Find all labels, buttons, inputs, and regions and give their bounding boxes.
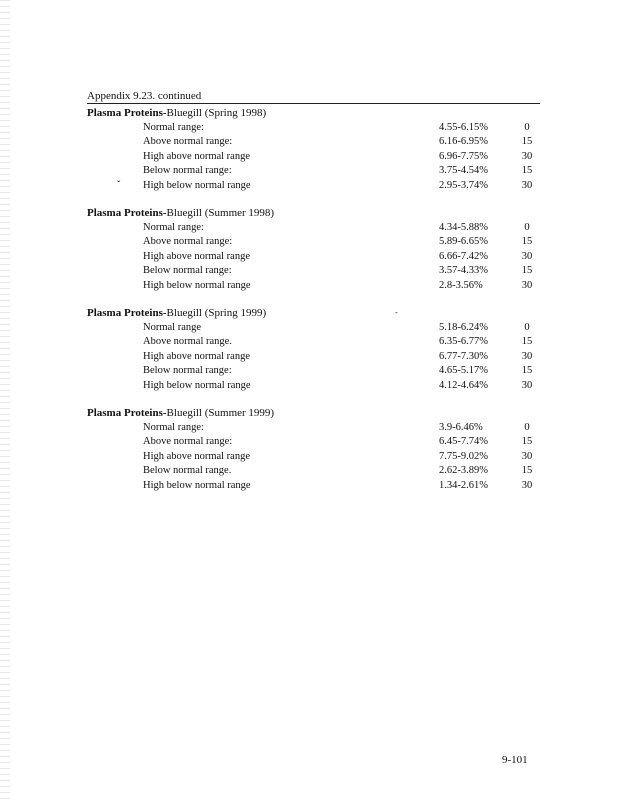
- table-row: High above normal range 6.96-7.75% 30: [143, 150, 533, 162]
- page-number: 9-101: [502, 754, 528, 766]
- table-row: High above normal range 6.66-7.42% 30: [143, 250, 533, 262]
- section-spring-1999: [87, 306, 547, 393]
- table-row: High above normal range 6.77-7.30% 30: [143, 350, 533, 362]
- table-row: Above normal range: 6.45-7.74% 15: [143, 436, 533, 448]
- table-row: ˇ High below normal range 2.95-3.74% 30: [87, 179, 547, 193]
- table-row: High below normal range 4.12-4.64% 30: [143, 379, 533, 391]
- section-summer-1998: [87, 206, 547, 293]
- table-row: Normal range: 4.34-5.88% 0: [143, 222, 530, 233]
- table-row: High below normal range 1.34-2.61% 30: [143, 479, 533, 491]
- table-row: Normal range: 4.55-6.15% 0: [143, 122, 530, 133]
- appendix-header: Appendix 9.23. continued: [87, 90, 540, 104]
- table-row: Below normal range: 3.75-4.54% 15: [143, 165, 533, 177]
- table-row: Normal range: 3.9-6.46% 0: [143, 422, 530, 433]
- table-row: Below normal range: 4.65-5.17% 15: [143, 365, 533, 377]
- section-title: Plasma Proteins-Bluegill (Spring 1998): [87, 107, 267, 119]
- section-title: Plasma Proteins-Bluegill (Summer 1999): [87, 407, 275, 419]
- scan-mark: -: [395, 308, 398, 317]
- table-row: Normal range 5.18-6.24% 0: [143, 322, 530, 333]
- table-row: High above normal range 7.75-9.02% 30: [143, 450, 533, 462]
- scan-mark: ˇ: [117, 179, 121, 191]
- table-row: High below normal range 2.8-3.56% 30: [143, 279, 533, 291]
- table-row: Above normal range: 6.16-6.95% 15: [143, 136, 533, 148]
- section-title: Plasma Proteins-Bluegill (Summer 1998): [87, 207, 275, 219]
- table-row: Below normal range: 3.57-4.33% 15: [143, 265, 533, 277]
- table-row: Below normal range. 2.62-3.89% 15: [143, 465, 533, 477]
- section-spring-1998: [87, 106, 547, 193]
- section-summer-1999: [87, 406, 547, 493]
- table-row: Above normal range: 5.89-6.65% 15: [143, 236, 533, 248]
- section-title: Plasma Proteins-Bluegill (Spring 1999): [87, 307, 267, 319]
- scan-edge-noise: [0, 0, 10, 800]
- table-row: Above normal range. 6.35-6.77% 15: [143, 336, 533, 348]
